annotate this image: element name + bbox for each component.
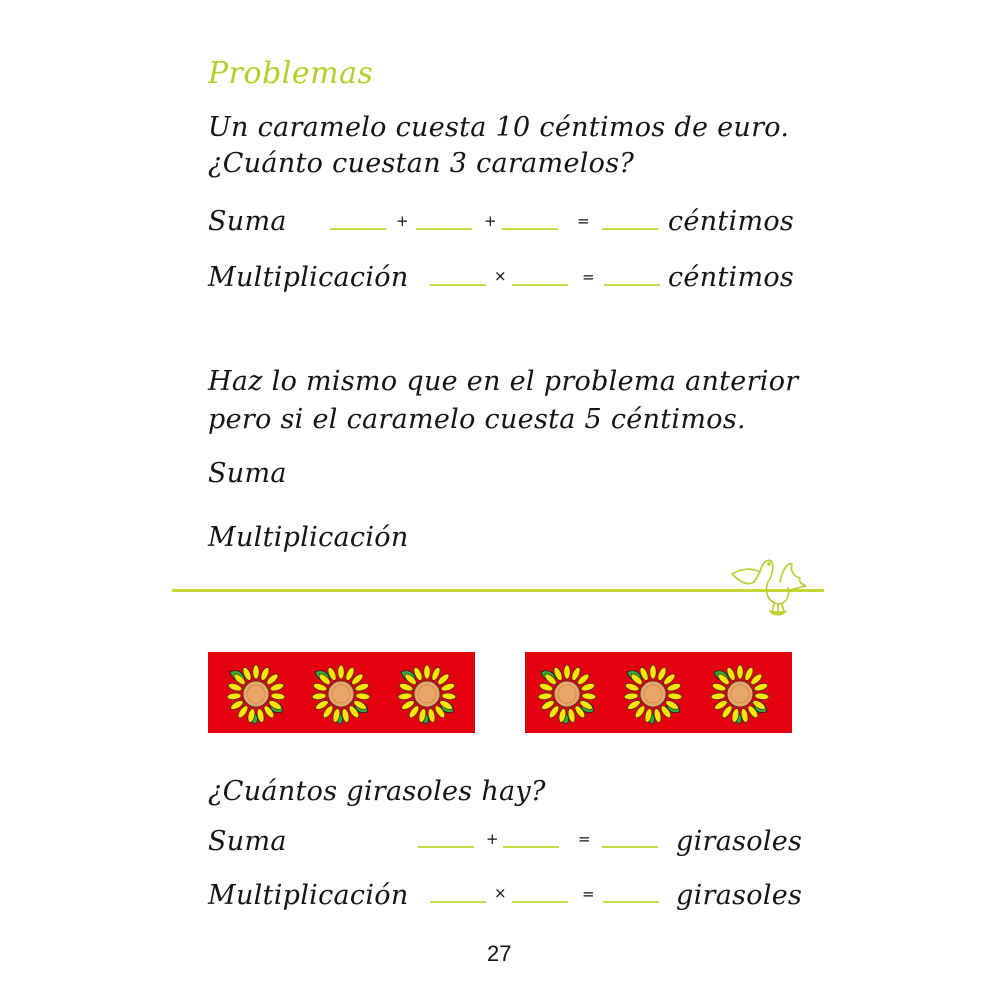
problem2-line2: pero si el caramelo cuesta 5 céntimos. bbox=[208, 404, 746, 435]
problem2-line1: Haz lo mismo que en el problema anterior bbox=[208, 366, 799, 397]
answer-blank[interactable] bbox=[602, 228, 658, 230]
equals-sign: = bbox=[577, 212, 590, 230]
unit-label: céntimos bbox=[668, 262, 795, 293]
answer-blank[interactable] bbox=[416, 228, 472, 230]
problem3-suma-label: Suma bbox=[208, 826, 287, 857]
answer-blank[interactable] bbox=[603, 901, 659, 903]
answer-blank[interactable] bbox=[512, 901, 568, 903]
times-sign: × bbox=[494, 884, 507, 902]
page-number: 27 bbox=[487, 941, 512, 966]
equals-sign: = bbox=[578, 830, 591, 848]
problem3-question: ¿Cuántos girasoles hay? bbox=[208, 776, 546, 807]
answer-blank[interactable] bbox=[604, 284, 660, 286]
problem1-line2: ¿Cuánto cuestan 3 caramelos? bbox=[208, 148, 635, 179]
times-sign: × bbox=[494, 267, 507, 285]
equals-sign: = bbox=[582, 268, 595, 286]
answer-blank[interactable] bbox=[330, 228, 386, 230]
plus-sign: + bbox=[486, 830, 499, 848]
pelican-icon bbox=[728, 552, 810, 618]
plus-sign: + bbox=[484, 212, 497, 230]
answer-blank[interactable] bbox=[502, 228, 558, 230]
problem1-mult-label: Multiplicación bbox=[208, 262, 409, 293]
problem1-line1: Un caramelo cuesta 10 céntimos de euro. bbox=[208, 112, 790, 143]
problem2-mult-label: Multiplicación bbox=[208, 522, 409, 553]
sunflower-icon bbox=[537, 664, 597, 724]
answer-blank[interactable] bbox=[430, 284, 486, 286]
section-divider bbox=[172, 589, 824, 592]
problem1-suma-label: Suma bbox=[208, 206, 287, 237]
problem2-suma-label: Suma bbox=[208, 458, 287, 489]
sunflower-icon bbox=[710, 664, 770, 724]
answer-blank[interactable] bbox=[512, 284, 568, 286]
equals-sign: = bbox=[582, 885, 595, 903]
unit-label: girasoles bbox=[676, 880, 803, 911]
unit-label: girasoles bbox=[676, 826, 803, 857]
answer-blank[interactable] bbox=[418, 846, 474, 848]
answer-blank[interactable] bbox=[430, 901, 486, 903]
section-title: Problemas bbox=[208, 56, 374, 91]
answer-blank[interactable] bbox=[602, 846, 658, 848]
plus-sign: + bbox=[396, 212, 409, 230]
sunflower-group-2 bbox=[525, 652, 792, 733]
answer-blank[interactable] bbox=[503, 846, 559, 848]
problem3-mult-label: Multiplicación bbox=[208, 880, 409, 911]
sunflower-group-1 bbox=[208, 652, 475, 733]
sunflower-icon bbox=[311, 664, 371, 724]
sunflower-icon bbox=[623, 664, 683, 724]
sunflower-icon bbox=[226, 664, 286, 724]
unit-label: céntimos bbox=[668, 206, 795, 237]
sunflower-icon bbox=[397, 664, 457, 724]
